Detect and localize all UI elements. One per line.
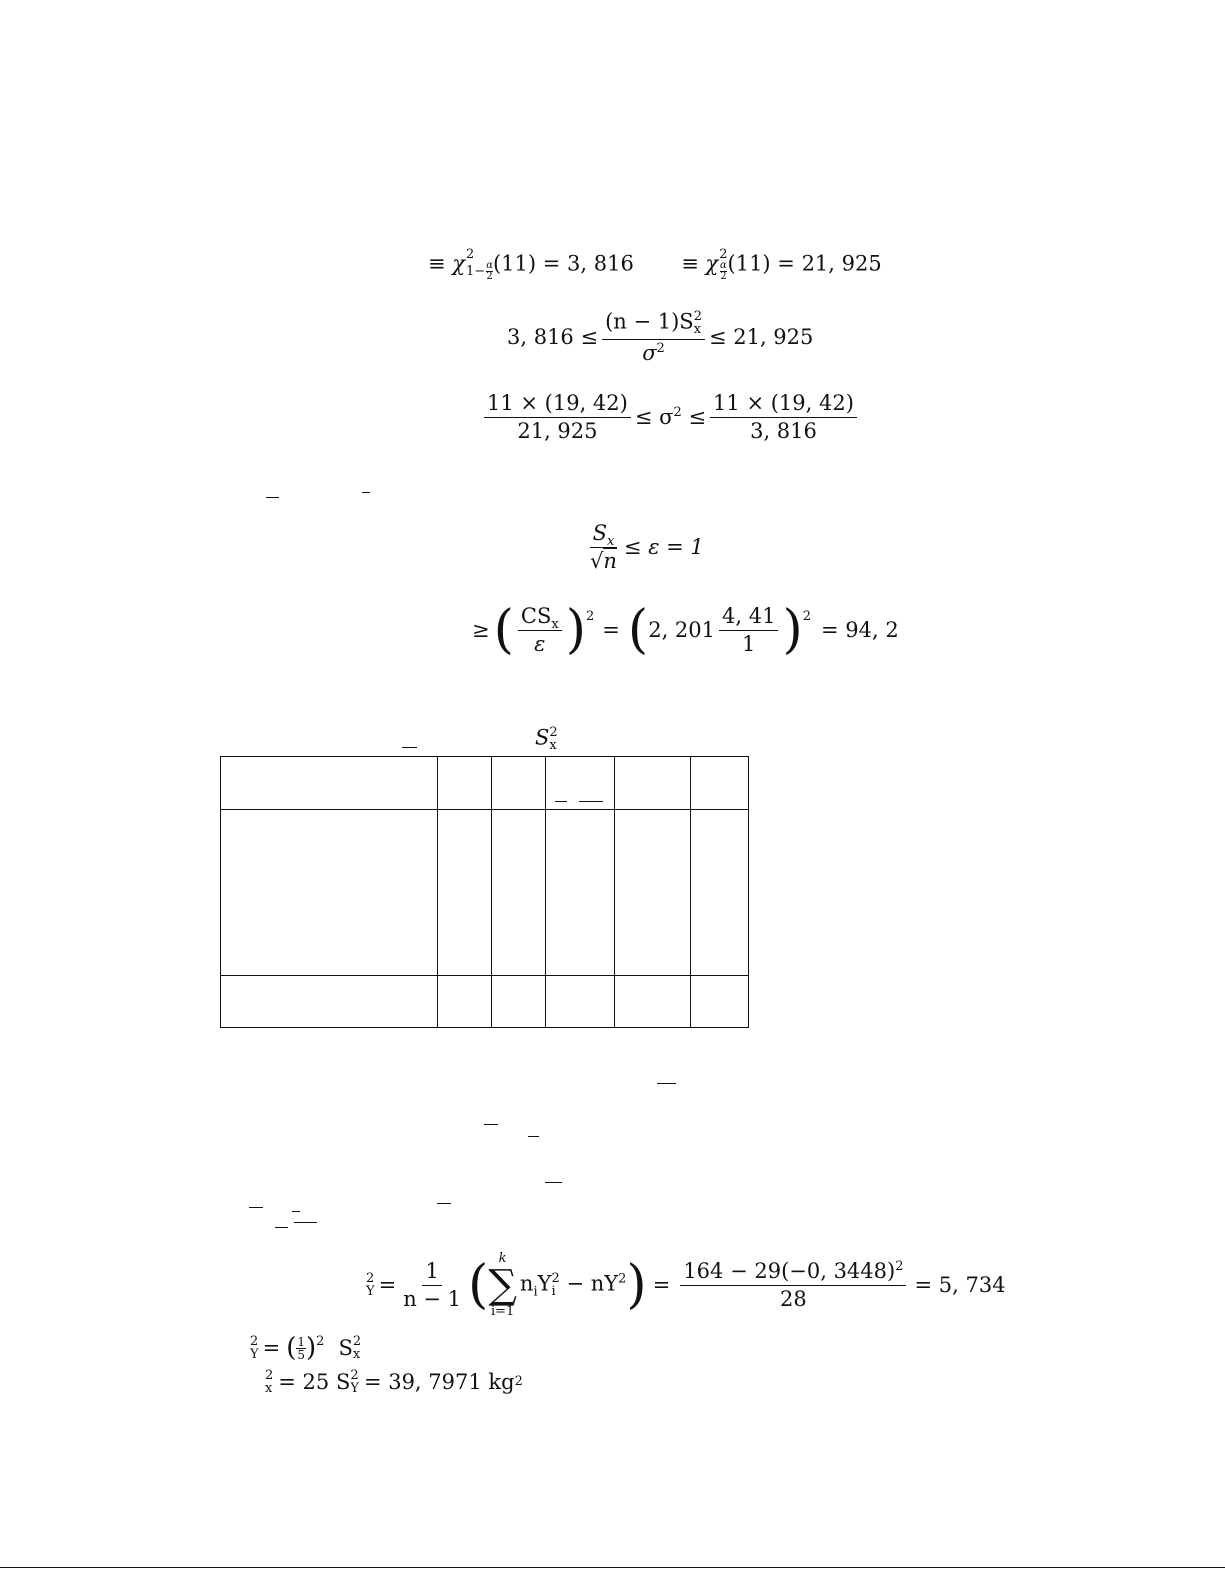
table-body-cell <box>615 810 691 976</box>
frac-den: n − 1 <box>403 1286 462 1311</box>
table-total-cell <box>438 976 492 1028</box>
chi-symbol: χ <box>452 251 466 276</box>
table-total-cell <box>691 976 749 1028</box>
page-bottom-rule <box>0 1567 1225 1568</box>
standard-error-fraction <box>587 523 620 572</box>
lhs-sup: 2 <box>265 1368 274 1383</box>
alpha-num-2: α <box>719 260 727 271</box>
table-header-cell <box>546 757 615 810</box>
chi-sub-prefix: 1− <box>466 264 486 279</box>
sample-size-equation: ≥ ( $\frac{CS_x}{\varepsilon}$ ) 2 = ( 2, 201 $\frac{4, 41}{1}$ ) 2 = 94, 2 <box>472 600 899 660</box>
sqrt-n: n <box>603 549 617 573</box>
variance-ratio-inequality <box>507 310 813 364</box>
num-sup: 2 <box>693 309 702 324</box>
overline-mark <box>362 492 370 493</box>
variance-value-fraction <box>680 1258 906 1311</box>
num-sub: x <box>693 322 702 337</box>
y-i-sub: i <box>551 1284 556 1299</box>
y-i: Y <box>537 1271 552 1296</box>
s-y-sub: Y <box>350 1381 359 1396</box>
chi-sup: 2 <box>466 247 475 262</box>
variance-num-sup: 2 <box>895 1258 904 1274</box>
overline-mark <box>528 1136 539 1137</box>
table-total-cell <box>546 976 615 1028</box>
small-frac-den: 5 <box>297 1347 305 1362</box>
chi-square-bounds-equation <box>428 248 882 282</box>
scale-factor: = 25 S <box>278 1369 351 1394</box>
chi-lower-value: (11) = 3, 816 <box>492 251 634 276</box>
variance-den: 28 <box>780 1286 807 1311</box>
equals-sign: = <box>262 1335 281 1360</box>
precision-inequality <box>583 523 704 572</box>
sum-upper: k <box>498 1251 507 1266</box>
overline-mark <box>484 1124 498 1125</box>
table-header-cell <box>615 757 691 810</box>
sum-lower: i=1 <box>490 1304 515 1319</box>
variance-scaling-equation: 2 Y = ( $\frac{1}{5}$ ) 2 S 2 x <box>250 1333 362 1363</box>
sy-sub: Y <box>366 1284 375 1299</box>
sigma-squared-interval <box>480 393 861 442</box>
variance-num: 164 − 29(−0, 3448) <box>683 1258 896 1283</box>
variance-ratio-fraction <box>602 310 705 364</box>
paren-sup-2: 2 <box>802 609 812 624</box>
table-header-cell <box>492 757 546 810</box>
den-sup: 2 <box>656 341 665 356</box>
overline-mark <box>249 1207 263 1208</box>
interval-lower-fraction <box>484 393 631 442</box>
sigma-middle: ≤ σ <box>634 405 674 429</box>
paren-exp: 2 <box>316 1334 325 1349</box>
s-x-sup: 2 <box>352 1334 362 1349</box>
equals-sign: = <box>602 617 620 642</box>
overline-mark <box>545 1182 562 1183</box>
c-value: 2, 201 <box>648 617 715 642</box>
lhs-sub: x <box>265 1381 273 1396</box>
overline-mark <box>402 747 417 748</box>
sigma-le: ≤ <box>688 405 707 429</box>
s-symbol: S <box>535 725 550 750</box>
overline-mark <box>657 1083 676 1084</box>
lhs-sup: 2 <box>250 1334 259 1349</box>
table-body-cell <box>546 810 615 976</box>
variance-x-result: 2 x = 25 S 2 Y = 39, 7971 kg 2 <box>265 1368 523 1396</box>
variance-y-result: = 5, 734 <box>914 1272 1006 1297</box>
sy-sup: 2 <box>366 1271 375 1286</box>
frequency-table <box>220 756 749 1028</box>
ratio-numerator: (n − 1)S <box>605 309 694 334</box>
epsilon-value: 1 <box>742 631 756 656</box>
table-body-cell <box>221 810 438 976</box>
alpha-den-2: 2 <box>720 271 727 282</box>
c-sx-fraction <box>518 603 562 656</box>
chi-upper-value: (11) = 21, 925 <box>727 251 882 276</box>
upper-bound: ≤ 21, 925 <box>708 324 814 349</box>
small-frac-num: 1 <box>297 1334 305 1349</box>
equiv-sign: ≡ <box>428 251 446 276</box>
ge-sign: ≥ <box>472 617 490 642</box>
n-i: n <box>519 1271 534 1296</box>
sx-over-epsilon-fraction <box>719 603 778 656</box>
overline-mark <box>275 1227 288 1228</box>
overline-mark <box>292 1211 300 1212</box>
sample-size-result: = 94, 2 <box>821 617 899 642</box>
sx-sub: x <box>606 534 615 550</box>
sqrt-sign: √ <box>590 549 604 573</box>
frac-num: 1 <box>422 1261 441 1286</box>
variance-symbol <box>535 726 558 752</box>
lower-den: 21, 925 <box>517 419 598 443</box>
table-body-cell <box>691 810 749 976</box>
s-x-sub: x <box>352 1347 361 1362</box>
interval-upper-fraction <box>710 393 857 442</box>
s-x-symbol: S <box>338 1335 353 1360</box>
n-i-sub: i <box>533 1284 538 1300</box>
lhs-sub: Y <box>250 1347 259 1362</box>
overline-mark <box>294 1222 317 1223</box>
table-header-cell <box>691 757 749 810</box>
lower-bound: 3, 816 ≤ <box>507 324 599 349</box>
table-total-cell <box>615 976 691 1028</box>
y-i-sup: 2 <box>551 1271 560 1286</box>
overline-mark <box>266 497 279 498</box>
epsilon-den: ε <box>534 631 546 656</box>
variance-x-value: = 39, 7971 kg <box>363 1369 515 1394</box>
alpha-den: 2 <box>486 271 493 282</box>
sx-value: 4, 41 <box>719 606 778 631</box>
chi-symbol-2: χ <box>705 251 719 276</box>
table-total-cell <box>492 976 546 1028</box>
lower-num: 11 × (19, 42) <box>484 393 631 418</box>
table-header-cell <box>221 757 438 810</box>
epsilon-bound: ≤ ε = 1 <box>623 535 704 559</box>
sx-symbol: S <box>592 521 607 545</box>
equals-sign: = <box>378 1272 397 1297</box>
alpha-num: α <box>486 260 493 271</box>
upper-den: 3, 816 <box>750 419 817 443</box>
table-header-cell <box>438 757 492 810</box>
chi-sup-2: 2 <box>719 247 728 262</box>
table-total-cell <box>221 976 438 1028</box>
ratio-denominator: σ <box>642 341 657 365</box>
c-sx-sub: x <box>551 616 559 632</box>
s-y-sup: 2 <box>350 1368 359 1383</box>
s-sub: x <box>549 738 557 753</box>
upper-num: 11 × (19, 42) <box>710 393 857 418</box>
one-over-n-minus-one <box>400 1258 464 1311</box>
c-sx: CS <box>520 603 552 628</box>
table-body-cell <box>492 810 546 976</box>
equiv-sign-2: ≡ <box>681 251 699 276</box>
n-ybar: − nY <box>566 1271 619 1296</box>
overline-mark <box>437 1203 451 1204</box>
ybar-sup: 2 <box>618 1271 627 1287</box>
summation-sign: ∑ <box>488 1262 517 1308</box>
sample-variance-y-equation: 2 Y = $\frac{1}{n - 1}$ ( k ∑ i=1 $n_iY$ 2 i − $nY^2$ ) = $\frac{164 - 29(-0, 3448)^2}{28}$ = 5, 734 <box>366 1251 1006 1319</box>
table-body-cell <box>438 810 492 976</box>
paren-sup-1: 2 <box>586 609 595 624</box>
s-sup: 2 <box>549 725 558 740</box>
equals-sign-2: = <box>652 1272 671 1297</box>
sigma-sup: 2 <box>673 405 682 420</box>
